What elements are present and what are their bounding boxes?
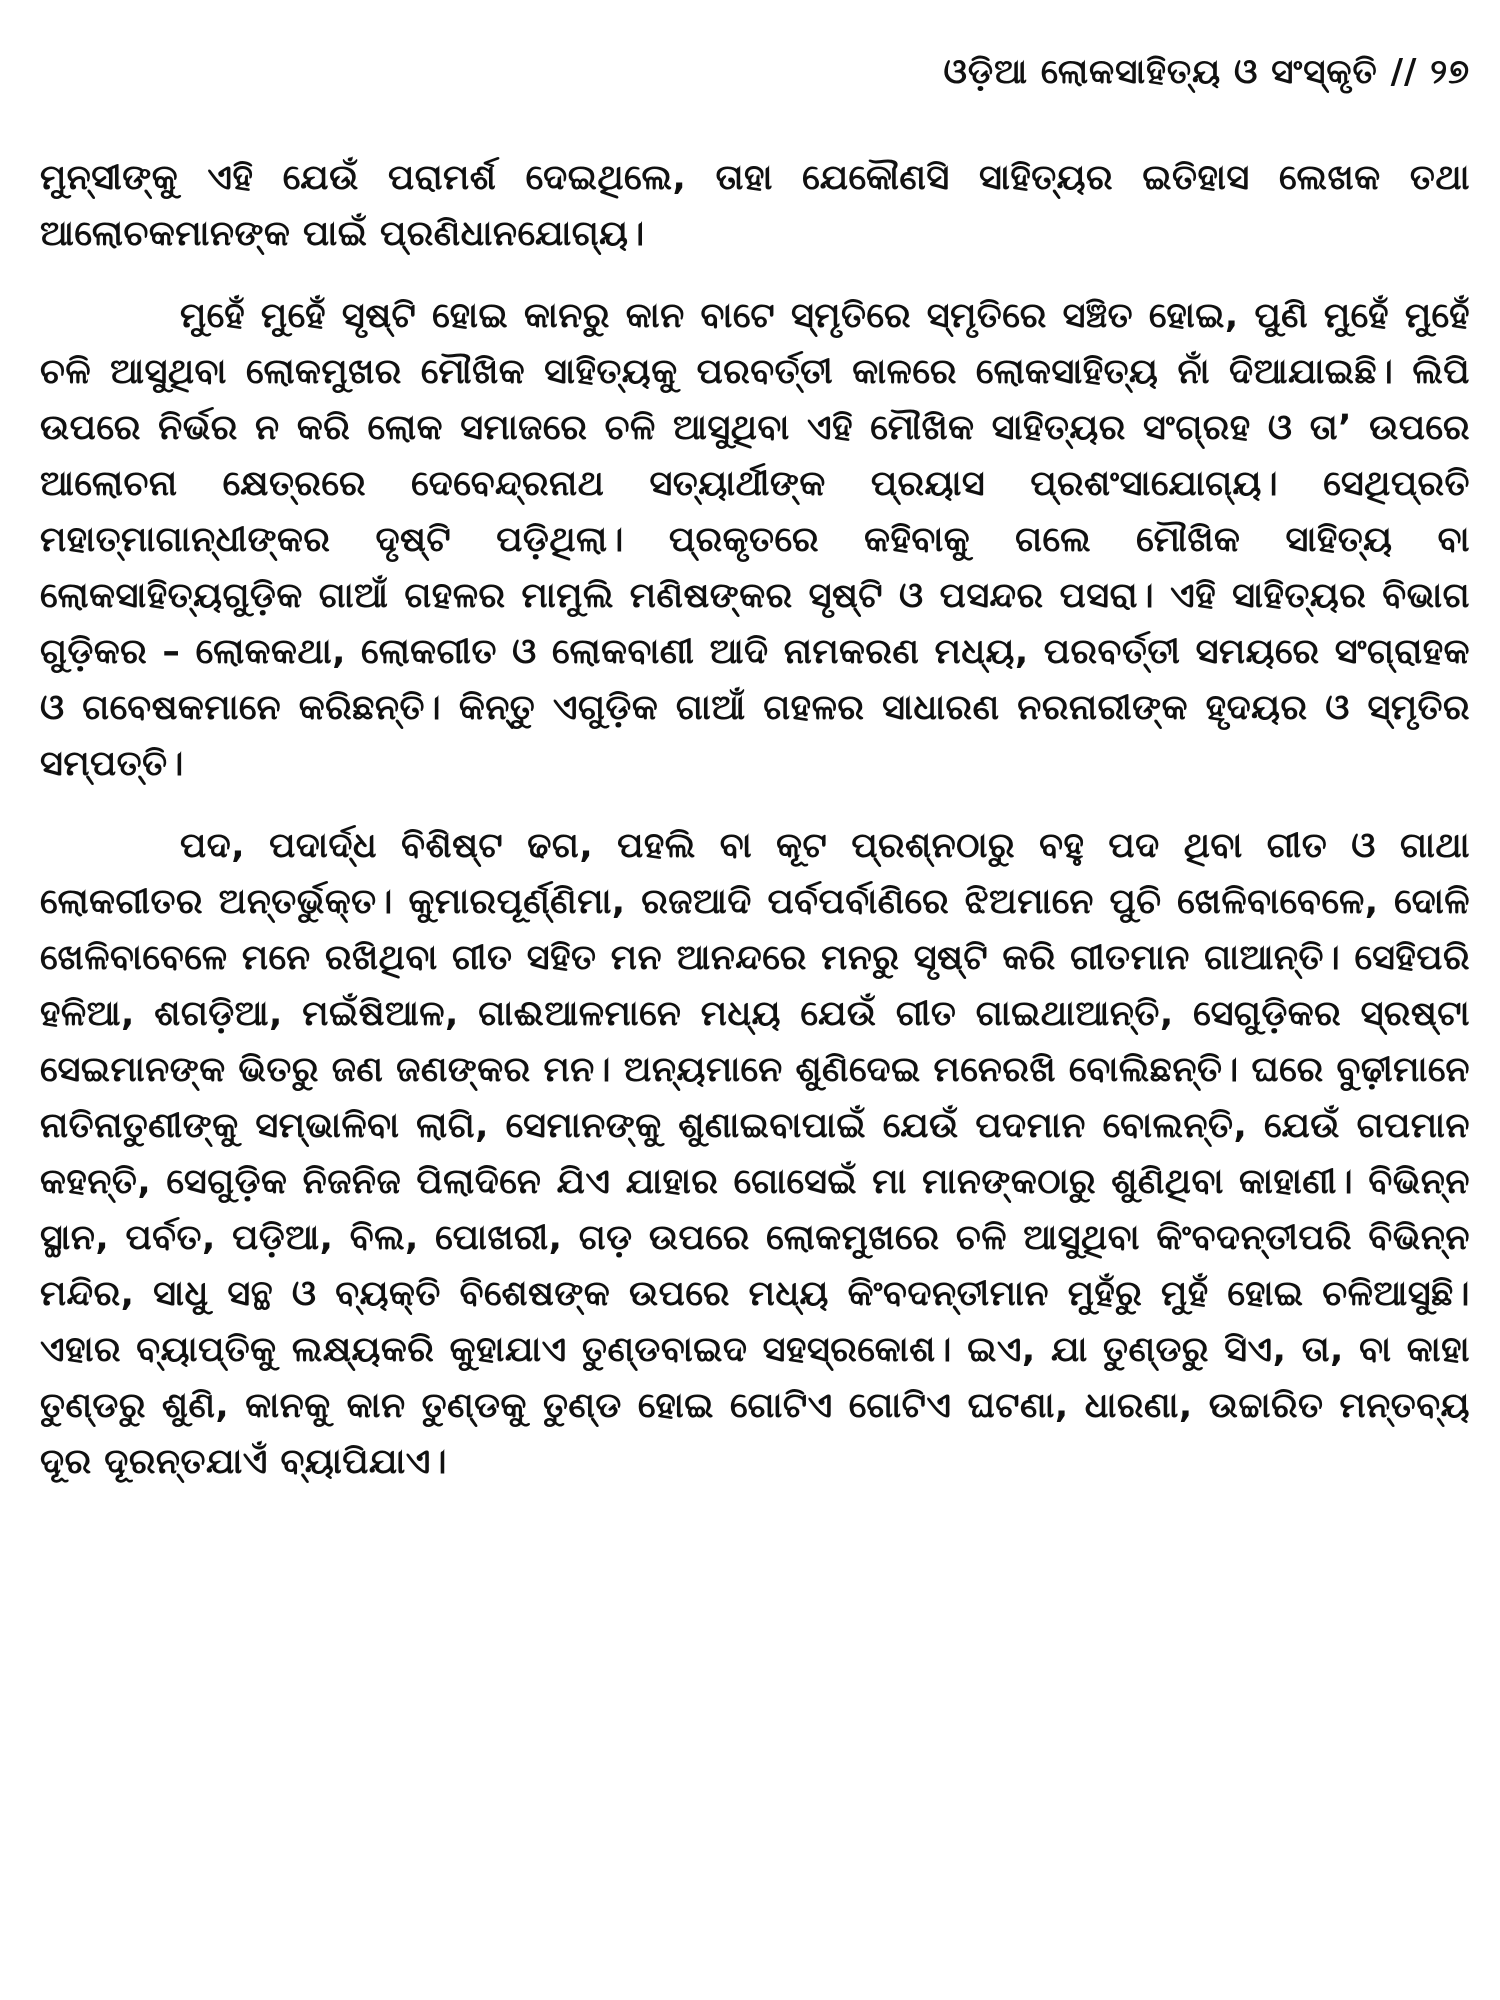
paragraph-3: ପଦ, ପଦାର୍ଦ୍ଧ ବିଶିଷ୍ଟ ଢଗ, ପହଲି ବା କୂଟ ପ୍ରଶ୍ନଠାରୁ ବହୁ ପଦ ଥିବା ଗୀତ ଓ ଗାଥା ଲୋକଗୀତର ଅନ୍ତର୍ଭୁକ୍ତ। କୁମାରପୂର୍ଣ୍ଣିମା, ରଜଆଦି ପର୍ବପର୍ବାଣିରେ ଝିଅମାନେ ପୁଚି ଖେଳିବାବେଳେ, ଦୋଳି ଖେଳିବାବେଳେ ମନେ ରଖିଥିବା ଗୀତ ସହିତ ମନ ଆନନ୍ଦରେ ମନରୁ ସୃଷ୍ଟି କରି ଗୀତମାନ ଗାଆନ୍ତି। ସେହିପରି ହଳିଆ, ଶଗଡ଼ିଆ, ମଇଁଷିଆଳ, ଗାଈଆଳମାନେ ମଧ୍ୟ ଯେଉଁ ଗୀତ ଗାଇଥାଆନ୍ତି, ସେଗୁଡ଼ିକର ସ୍ରଷ୍ଟା ସେଇମାନଙ୍କ ଭିତରୁ ଜଣ ଜଣଙ୍କର ମନ। ଅନ୍ୟମାନେ ଶୁଣିଦେଇ ମନେରଖି ବୋଲିଛନ୍ତି। ଘରେ ବୁଢ଼ୀମାନେ ନାତିନାତୁଣୀଙ୍କୁ ସମ୍ଭାଳିବା ଲାଗି, ସେମାନଙ୍କୁ ଶୁଣାଇବାପାଇଁ ଯେଉଁ ପଦମାନ ବୋଲନ୍ତି, ଯେଉଁ ଗପମାନ କହନ୍ତି, ସେଗୁଡ଼ିକ ନିଜନିଜ ପିଲାଦିନେ ଯିଏ ଯାହାର ଗୋସେଇଁ ମା ମାନଙ୍କଠାରୁ ଶୁଣିଥିବା କାହାଣୀ। ବିଭିନ୍ନ ସ୍ଥାନ, ପର୍ବତ, ପଡ଼ିଆ, ବିଲ, ପୋଖରୀ, ଗଡ଼ ଉପରେ ଲୋକମୁଖରେ ଚଳି ଆସୁଥିବା କିଂବଦନ୍ତୀପରି ବିଭିନ୍ନ ମନ୍ଦିର, ସାଧୁ ସନ୍ଥ ଓ ବ୍ୟକ୍ତି ବିଶେଷଙ୍କ ଉପରେ ମଧ୍ୟ କିଂବଦନ୍ତୀମାନ ମୁହଁରୁ ମୁହଁ ହୋଇ ଚଳିଆସୁଛି। ଏହାର ବ୍ୟାପ୍ତିକୁ ଲକ୍ଷ୍ୟକରି କୁହାଯାଏ ତୁଣ୍ଡବାଇଦ ସହସ୍ରକୋଶ। ଇଏ, ଯା ତୁଣ୍ଡରୁ ସିଏ, ତା, ବା କାହା ତୁଣ୍ଡରୁ ଶୁଣି, କାନକୁ କାନ ତୁଣ୍ଡକୁ ତୁଣ୍ଡ ହୋଇ ଗୋଟିଏ ଗୋଟିଏ ଘଟଣା, ଧାରଣା, ଉଚ୍ଚାରିତ ମନ୍ତବ୍ୟ ଦୂର ଦୂରନ୍ତଯାଏଁ ବ୍ୟାପିଯାଏ।	[40, 826, 1470, 1482]
paragraph-2-rest: କୁ ପରବର୍ତ୍ତୀ କାଳରେ ଲୋକସାହିତ୍ୟ ନାଁ ଦିଆଯାଇଛି। ଲିପି ଉପରେ ନିର୍ଭର ନ କରି ଲୋକ ସମାଜରେ ଚଳି ଆସୁଥିବା ଏହି ମୌଖିକ ସାହିତ୍ୟର ସଂଗ୍ରହ ଓ ତା’ ଉପରେ ଆଲୋଚନା କ୍ଷେତ୍ରରେ ଦେବେନ୍ଦ୍ରନାଥ ସତ୍ୟାର୍ଥୀଙ୍କ ପ୍ରୟାସ ପ୍ରଶଂସାଯୋଗ୍ୟ। ସେଥିପ୍ରତି ମହାତ୍ମାଗାନ୍ଧୀଙ୍କର ଦୃଷ୍ଟି ପଡ଼ିଥିଲା। ପ୍ରକୃତରେ କହିବାକୁ ଗଲେ ମୌଖିକ ସାହିତ୍ୟ ବା ଲୋକସାହିତ୍ୟଗୁଡ଼ିକ ଗାଆଁ ଗହଳର ମାମୁଲି ମଣିଷଙ୍କର ସୃଷ୍ଟି ଓ ପସନ୍ଦର ପସରା। ଏହି ସାହିତ୍ୟର ବିଭାଗ ଗୁଡ଼ିକର – ଲୋକକଥା, ଲୋକଗୀତ ଓ ଲୋକବାଣୀ ଆଦି ନାମକରଣ ମଧ୍ୟ, ପରବର୍ତ୍ତୀ ସମୟରେ ସଂଗ୍ରାହକ ଓ ଗବେଷକମାନେ କରିଛନ୍ତି। କିନ୍ତୁ ଏଗୁଡ଼ିକ ଗାଆଁ ଗହଳର ସାଧାରଣ ନରନାରୀଙ୍କ ହୃଦୟର ଓ ସ୍ମୃତିର ସମ୍ପତ୍ତି।	[40, 352, 1470, 784]
paragraph-2-emphasis: ଲୋକମୁଖର ମୌଖିକ ସାହିତ୍ୟ	[245, 352, 652, 392]
paragraph-1: ମୁନ୍‌ସୀଙ୍କୁ ଏହି ଯେଉଁ ପରାମର୍ଶ ଦେଇଥିଲେ, ତାହା ଯେକୌଣସି ସାହିତ୍ୟର ଇତିହାସ ଲେଖକ ତଥା ଆଲୋଚକମାନଙ୍କ ପାଇଁ ପ୍ରଣିଧାନଯୋଗ୍ୟ।	[40, 158, 1470, 254]
running-header: ଓଡ଼ିଆ ଲୋକସାହିତ୍ୟ ଓ ସଂସ୍କୃତି // ୨୭	[943, 52, 1470, 92]
paragraph-2	[40, 288, 1470, 792]
body-text	[40, 150, 1470, 1490]
paragraph-2-lead: ମୁହେଁ ମୁହେଁ ସୃଷ୍ଟି ହୋଇ କାନରୁ କାନ ବାଟେ ସ୍ମୃତିରେ ସ୍ମୃତିରେ ସଞ୍ଚିତ ହୋଇ, ପୁଣି ମୁହେଁ ମୁହେଁ ଚଳି ଆସୁଥିବା	[40, 296, 1470, 392]
